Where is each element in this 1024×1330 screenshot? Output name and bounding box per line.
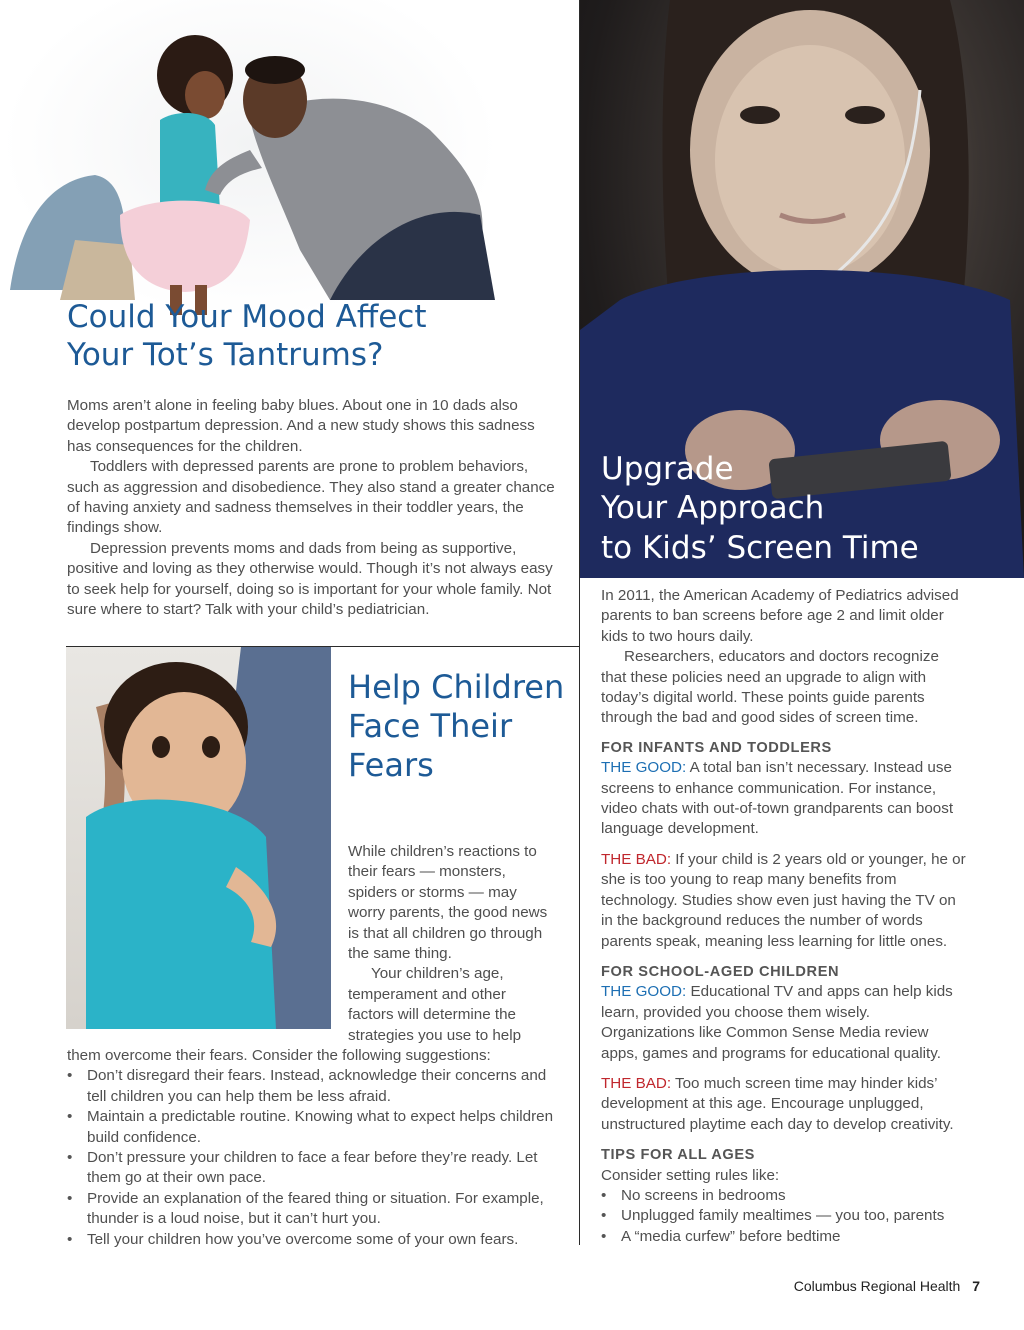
good-label: THE GOOD:: [601, 759, 687, 777]
screen-title-line-1: Upgrade: [601, 451, 734, 487]
fears-title-line-3: Fears: [348, 746, 434, 785]
school-bad-text: Too much screen time may hinder kids’ development at this age. Encourage unplugged, unstructured playtime each day to develop creativity.: [601, 1074, 954, 1133]
dad-and-toddler-illustration: [0, 0, 500, 320]
mood-paragraph-1: Moms aren’t alone in feeling baby blues. About one in 10 dads also develop postpartum depression. And a new study shows this sadness has consequences for the children.: [67, 397, 535, 455]
tips-section-heading: TIPS FOR ALL AGES: [601, 1147, 755, 1164]
list-item: • Provide an explanation of the feared thing or situation. For example, thunder is a loud noise, but it can’t hurt you.: [67, 1189, 559, 1230]
screen-intro-paragraph-2: Researchers, educators and doctors recognize that these policies need an upgrade to align with today’s digital world. These points guide parents through the bad and good sides of screen time.: [601, 648, 939, 727]
infants-good-text: A total ban isn’t necessary. Instead use screens to enhance communication. For instance, video chats with out-of-town grandparents can boost language development.: [601, 759, 954, 838]
infants-section-heading: FOR INFANTS AND TODDLERS: [601, 739, 832, 756]
list-item: • Unplugged family mealtimes — you too, parents: [601, 1206, 966, 1226]
list-item: • No screens in bedrooms: [601, 1186, 966, 1206]
infants-good-paragraph: [601, 758, 966, 840]
fears-title-line-1: Help Children: [348, 668, 565, 706]
fears-suggestions-list: [67, 1066, 559, 1250]
page-footer: [700, 1278, 980, 1294]
screen-intro-paragraph-1: In 2011, the American Academy of Pediatrics advised parents to ban screens before age 2 and limit older kids to two hours daily.: [601, 587, 959, 645]
mood-article-body: [67, 396, 559, 620]
page-number: 7: [972, 1278, 980, 1294]
mood-title-line-1: Could Your Mood Affect: [67, 299, 427, 335]
section-divider-horizontal: [66, 646, 580, 647]
fears-intro-column: [348, 842, 548, 1046]
school-good-text: Educational TV and apps can help kids learn, provided you choose them wisely. Organizations like Common Sense Media review apps, games and programs for educational quality.: [601, 983, 953, 1062]
mood-title-line-2: Your Tot’s Tantrums?: [67, 336, 384, 373]
mood-article-title: [67, 299, 567, 375]
school-good-paragraph: [601, 982, 966, 1064]
list-item: • A “media curfew” before bedtime: [601, 1227, 966, 1247]
screen-article-body: [601, 586, 966, 1247]
screen-title-line-2: Your Approach: [601, 490, 825, 527]
boy-hugging-leg-photo: [66, 647, 331, 1029]
fears-title-line-2: Face Their: [348, 707, 513, 746]
screen-title-line-3: to Kids’ Screen Time: [601, 529, 919, 566]
column-divider-vertical: [579, 0, 580, 1245]
good-label: THE GOOD:: [601, 983, 687, 1001]
fears-continued: [67, 1046, 559, 1250]
list-item: • Don’t disregard their fears. Instead, acknowledge their concerns and tell children you can help them be less afraid.: [67, 1066, 559, 1107]
footer-brand: Columbus Regional Health: [793, 1278, 961, 1294]
boy-hugging-leg-illustration: [66, 647, 331, 1029]
tips-intro: Consider setting rules like:: [601, 1166, 780, 1184]
mood-paragraph-2: Toddlers with depressed parents are prone to problem behaviors, such as aggression and disobedience. They also stand a greater chance of having anxiety and sadness themselves in their toddler years, the findings show.: [67, 458, 555, 537]
screen-article-title: [601, 450, 1011, 568]
dad-and-toddler-photo: [0, 0, 500, 320]
infants-bad-text: If your child is 2 years old or younger, he or she is too young to reap many benefits from technology. Studies show even just having the TV on in the background reduces the number of words parents speak, meaning less learning for little ones.: [601, 850, 966, 950]
bad-label: THE BAD:: [601, 850, 672, 868]
list-item: • Tell your children how you’ve overcome some of your own fears.: [67, 1230, 559, 1250]
fears-article-title: [348, 668, 573, 785]
fears-paragraph-2-end: them overcome their fears. Consider the following suggestions:: [67, 1047, 491, 1064]
fears-paragraph-2-start: Your children’s age, temperament and other factors will determine the strategies you use to help: [348, 965, 522, 1044]
school-bad-paragraph: [601, 1074, 966, 1135]
tips-list: [601, 1186, 966, 1247]
mood-paragraph-3: Depression prevents moms and dads from being as supportive, positive and loving as they otherwise would. Though it’s not always easy to seek help for yourself, doing so is important for your whole family. Not sure where to start? Talk with your child’s pediatrician.: [67, 539, 553, 619]
list-item: • Don’t pressure your children to face a fear before they’re ready. Let them go at their own pace.: [67, 1148, 559, 1189]
school-section-heading: FOR SCHOOL-AGED CHILDREN: [601, 963, 840, 980]
infants-bad-paragraph: [601, 850, 966, 952]
bad-label: THE BAD:: [601, 1074, 672, 1092]
list-item: • Maintain a predictable routine. Knowing what to expect helps children build confidence.: [67, 1107, 559, 1148]
fears-paragraph-1: While children’s reactions to their fears — monsters, spiders or storms — may worry parents, the good news is that all children go through the same thing.: [348, 843, 548, 963]
